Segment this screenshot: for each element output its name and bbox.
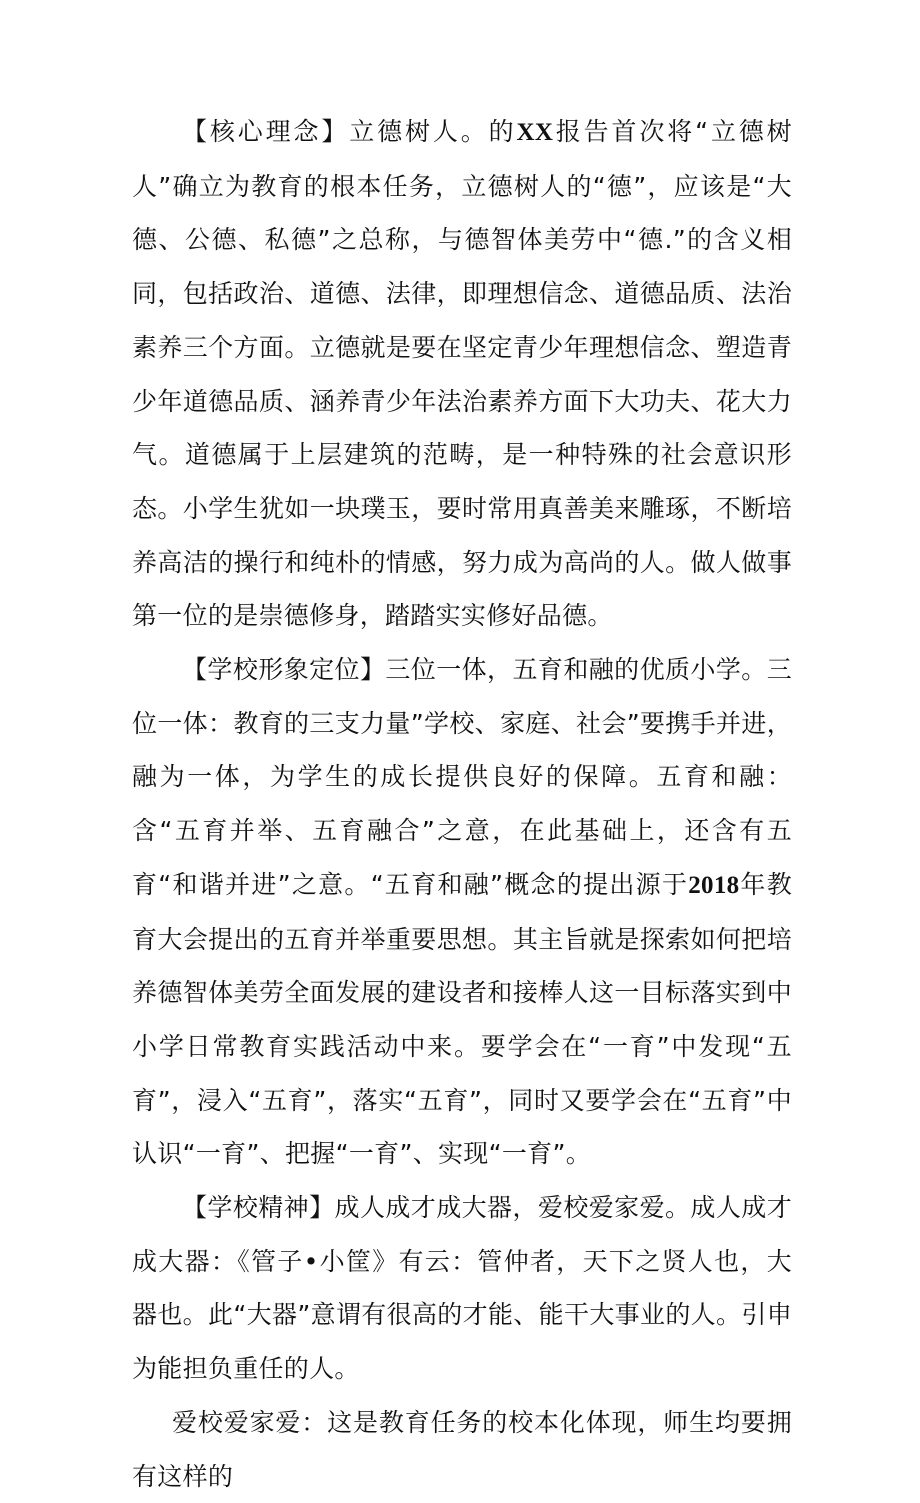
paragraph-latin-text: 2018: [688, 871, 740, 899]
paragraph-text: 年教育大会提出的五育并举重要思想。其主旨就是探索如何把培养德智体美劳全面发展的建设者和接棒人这一目标落实到中小学日常教育实践活动中来。要学会在“一育”中发现“五育”，浸入“五育”，落实“五育”，同时又要学会在“五育”中认识“一育”、把握“一育”、实现“一育”。: [132, 869, 792, 1169]
paragraph-label: 【学校精神】: [182, 1193, 335, 1223]
paragraph-text: 成人成才成大器，爱校爱家爱。成人成才成大器：《管子•小筐》有云：管仲者，天下之贤人也，大器也。此“大器”意谓有很高的才能、能干大事业的人。引申为能担负重任的人。: [132, 1193, 792, 1384]
paragraph-text: 立德树人。的: [349, 117, 517, 146]
paragraph-latin-text: XX: [516, 119, 554, 146]
paragraph-text: 报告首次将“立德树人”确立为教育的根本任务，立德树人的“德”，应该是“大德、公德、私德”之总称，与德智体美劳中“德.”的含义相同，包括政治、道德、法律，即理想信念、道德品质、法治素养三个方面。立德就是要在坚定青少年理想信念、塑造青少年道德品质、涵养青少年法治素养方面下大功夫、花大力气。道德属于上层建筑的范畴，是一种特殊的社会意识形态。小学生犹如一块璞玉，要时常用真善美来雕琢，不断培养高洁的操行和纯朴的情感，努力成为高尚的人。做人做事第一位的是崇德修身，踏踏实实修好品德。: [132, 117, 792, 631]
paragraph-label: 【核心理念】: [182, 117, 350, 146]
paragraph-love-school: [132, 1396, 792, 1503]
paragraph-school-spirit: [132, 1181, 792, 1396]
paragraph-label: 【学校形象定位】: [182, 655, 386, 685]
paragraph-core-concept: [132, 105, 792, 643]
paragraph-text: 爱校爱家爱：这是教育任务的校本化体现，师生均要拥有这样的: [132, 1407, 792, 1491]
paragraph-school-image: [132, 643, 792, 1181]
paragraph-text: 三位一体，五育和融的优质小学。三位一体：教育的三支力量”学校、家庭、社会”要携手并进，融为一体，为学生的成长提供良好的保障。五育和融：含“五育并举、五育融合”之意，在此基础上，还含有五育“和谐并进”之意。“五育和融”概念的提出源于: [132, 655, 792, 899]
document-body: [132, 105, 792, 1503]
